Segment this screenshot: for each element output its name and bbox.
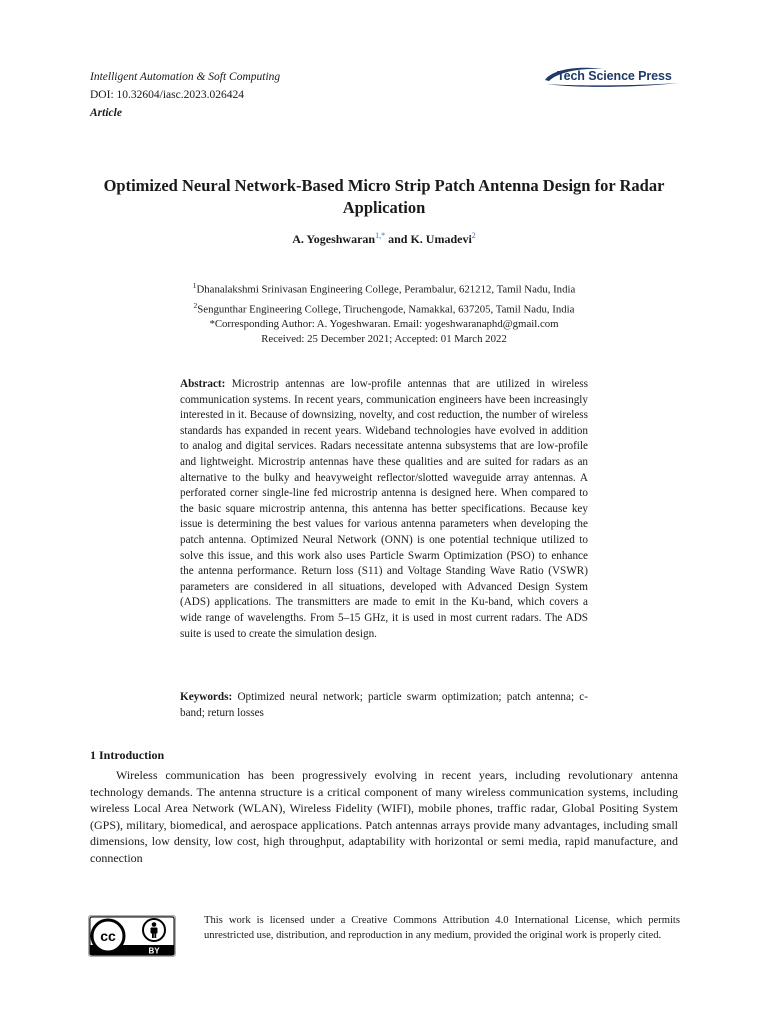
author-superscript: 2 [471,231,476,240]
by-label: BY [148,946,160,956]
abstract-label: Abstract: [180,378,226,390]
affiliation-superscript: 2 [193,300,198,310]
keywords-text: Optimized neural network; particle swarm optimization; patch antenna; c-band; return losses [180,691,588,719]
affiliation-superscript: 1 [192,281,197,290]
license-text: This work is licensed under a Creative Commons Attribution 4.0 International License, which permits unrestricted use, distribution, and reproduction in any medium, provided the original work is properly cited. [204,915,680,941]
abstract [180,377,588,642]
affiliation [80,278,688,298]
section-heading: 1 Introduction [90,748,165,762]
received-accepted-dates: Received: 25 December 2021; Accepted: 01 March 2022 [261,333,507,346]
affiliation [80,298,688,318]
author-list [80,231,688,247]
author-name: A. Yogeshwaran [292,232,376,246]
affiliations [80,278,688,347]
author-name: K. Umadevi [410,232,472,246]
affiliation-text: Dhanalakshmi Srinivasan Engineering College, Perambalur, 621212, Tamil Nadu, India [196,283,576,296]
abstract-text: Microstrip antennas are low-profile antennas that are utilized in wireless communication systems. In recent years, communication engineers have been increasingly interested in it. Because of downsizing, novelty, and cost reduction, the number of wireless standards has expanded in recent years. Wideband technologies have evolved in addition to analog and digital services. Radars necessitate antenna subsystems that are low-profile and lightweight. Microstrip antennas have these qualities and are suited for radars as an alternative to the bulky and heavyweight reflector/slotted waveguide array antennas. A perforated corner single-line fed microstrip antenna is designed here. When compared to the basic square microstrip antenna, this antenna has better specifications. Because key issue is determining the best values for various antenna parameters when developing the patch antenna. Optimized Neural Network (ONN) is one potential technique utilized to solve this issue, and this work also uses Particle Swarm Optimization (PSO) to enhance the antenna performance. Return loss (S11) and Voltage Standing Wave Ratio (VSWR) parameters are considered in all situations, developed with Advanced Design System (ADS) applications. The transmitters are made to emit in the Ku-band, which covers a wide range of wavelengths. From 5–15 GHz, it is used in most current radars. The ADS suite is used to create the simulation design. [180,378,589,640]
journal-name: Intelligent Automation & Soft Computing [90,71,281,83]
cc-label: cc [100,928,116,944]
keywords [180,690,588,721]
creative-commons-icon [88,915,176,957]
paper-title: Optimized Neural Network-Based Micro Strip Patch Antenna Design for Radar Application [103,176,665,217]
publisher-name: Tech Science Press [557,69,672,83]
intro-paragraph: Wireless communication has been progressively evolving in recent years, including revolutionary antenna technology demands. The antenna structure is a critical component of many wireless communication systems, including wireless Local Area Network (WLAN), Wireless Fidelity (WIFI), mobile phones, traffic radar, Global Positing System (GPS), military, biomedical, and aerospace applications. Patch antennas arrays provide many advantages, including small dimensions, low density, low cost, high throughput, adaptability with horizontal or semi media, rapid manufacture, and connection [90,768,678,865]
affiliation-text: Sengunthar Engineering College, Tiruchengode, Namakkal, 637205, Tamil Nadu, India [197,303,575,316]
author-joiner: and [388,232,408,246]
keywords-label: Keywords: [180,691,233,703]
article-type: Article [90,107,122,119]
cc-by-license-badge [88,915,176,957]
corresponding-author: *Corresponding Author: A. Yogeshwaran. Email: yogeshwaranaphd@gmail.com [209,318,559,331]
author-superscript: 1,* [375,231,386,240]
publisher-logo [543,64,683,90]
doi: DOI: 10.32604/iasc.2023.026424 [90,89,244,101]
